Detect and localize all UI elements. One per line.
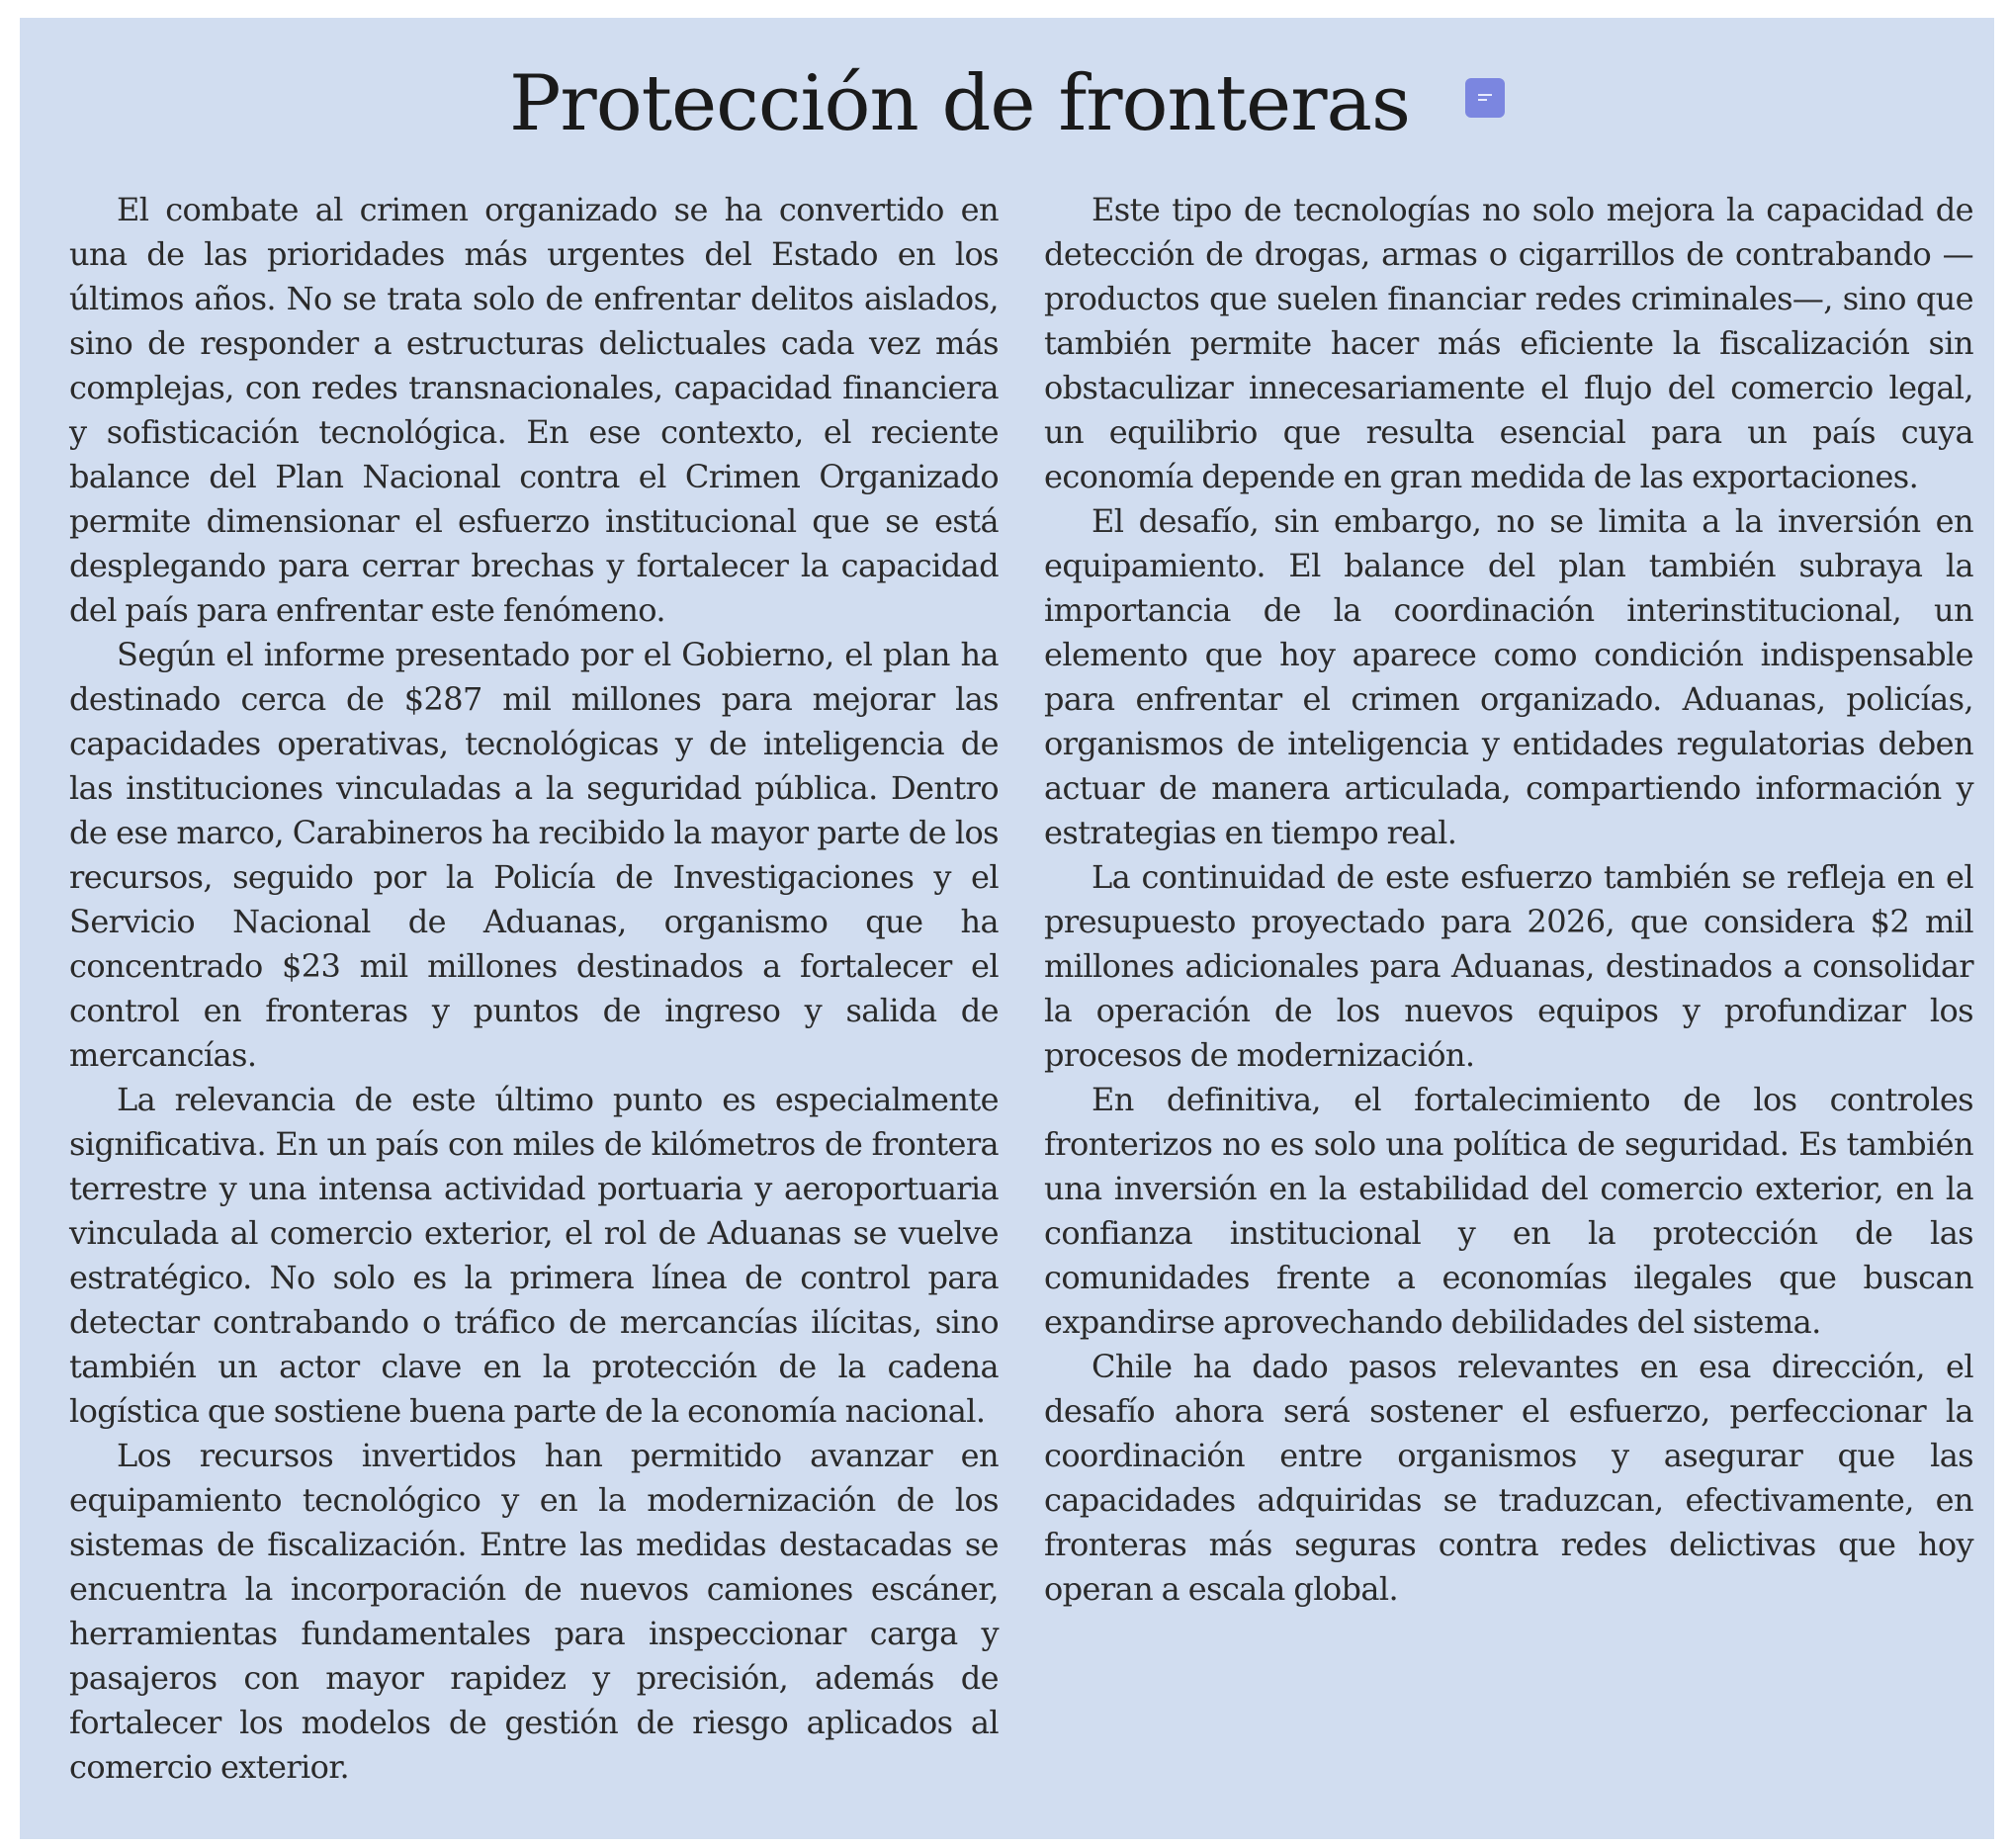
paragraph: En definitiva, el fortalecimiento de los controles fronterizos no es solo una política de seguridad. Es también una inversión en la estabilidad del comercio exterior, en la confianza institucional y en la protección de las comunidades frente a economías ilegales que buscan expandirse aprovechando debilidades del sistema. xyxy=(1044,1081,1973,1341)
note-icon[interactable] xyxy=(1465,78,1505,118)
article-body xyxy=(69,188,1973,1819)
title-row xyxy=(20,40,1994,168)
paragraph: Los recursos invertidos han permitido avanzar en equipamiento tecnológico y en la modernización de los sistemas de fiscalización. Entre las medidas destacadas se encuentra la incorporación de nuevos camiones escáner, herramientas fundamentales para inspeccionar carga y pasajeros con mayor rapidez y precisión, además de fortalecer los modelos de gestión de riesgo aplicados al comercio exterior. xyxy=(69,1437,999,1786)
paragraph: El combate al crimen organizado se ha convertido en una de las prioridades más urgentes del Estado en los últimos años. No se trata solo de enfrentar delitos aislados, sino de responder a estructuras delictuales cada vez más complejas, con redes transnacionales, capacidad financiera y sofisticación tecnológica. En ese contexto, el reciente balance del Plan Nacional contra el Crimen Organizado permite dimensionar el esfuerzo institucional que se está desplegando para cerrar brechas y fortalecer la capacidad del país para enfrentar este fenómeno. xyxy=(69,191,999,629)
paragraph: La relevancia de este último punto es especialmente significativa. En un país con miles de kilómetros de frontera terrestre y una intensa actividad portuaria y aeroportuaria vinculada al comercio exterior, el rol de Aduanas se vuelve estratégico. No solo es la primera línea de control para detectar contrabando o tráfico de mercancías ilícitas, sino también un actor clave en la protección de la cadena logística que sostiene buena parte de la economía nacional. xyxy=(69,1081,999,1430)
paragraph: Según el informe presentado por el Gobierno, el plan ha destinado cerca de $287 mil millones para mejorar las capacidades operativas, tecnológicas y de inteligencia de las instituciones vinculadas a la seguridad pública. Dentro de ese marco, Carabineros ha recibido la mayor parte de los recursos, seguido por la Policía de Investigaciones y el Servicio Nacional de Aduanas, organismo que ha concentrado $23 mil millones destinados a fortalecer el control en fronteras y puntos de ingreso y salida de mercancías. xyxy=(69,636,999,1074)
paragraph: El desafío, sin embargo, no se limita a la inversión en equipamiento. El balance del plan también subraya la importancia de la coordinación interinstitucional, un elemento que hoy aparece como condición indispensable para enfrentar el crimen organizado. Aduanas, policías, organismos de inteligencia y entidades regulatorias deben actuar de manera articulada, compartiendo información y estrategias en tiempo real. xyxy=(1044,502,1973,851)
article-title: Protección de fronteras xyxy=(508,59,1411,148)
paragraph: La continuidad de este esfuerzo también se refleja en el presupuesto proyectado para 2026, que considera $2 mil millones adicionales para Aduanas, destinados a consolidar la operación de los nuevos equipos y profundizar los procesos de modernización. xyxy=(1044,858,1973,1074)
paragraph: Chile ha dado pasos relevantes en esa dirección, el desafío ahora será sostener el esfuerzo, perfeccionar la coordinación entre organismos y asegurar que las capacidades adquiridas se traduzcan, efectivamente, en fronteras más seguras contra redes delictivas que hoy operan a escala global. xyxy=(1044,1348,1973,1608)
article-panel xyxy=(20,18,1994,1839)
paragraph: Este tipo de tecnologías no solo mejora la capacidad de detección de drogas, armas o cigarrillos de contrabando —productos que suelen financiar redes criminales—, sino que también permite hacer más eficiente la fiscalización sin obstaculizar innecesariamente el flujo del comercio legal, un equilibrio que resulta esencial para un país cuya economía depende en gran medida de las exportaciones. xyxy=(1044,191,1973,495)
